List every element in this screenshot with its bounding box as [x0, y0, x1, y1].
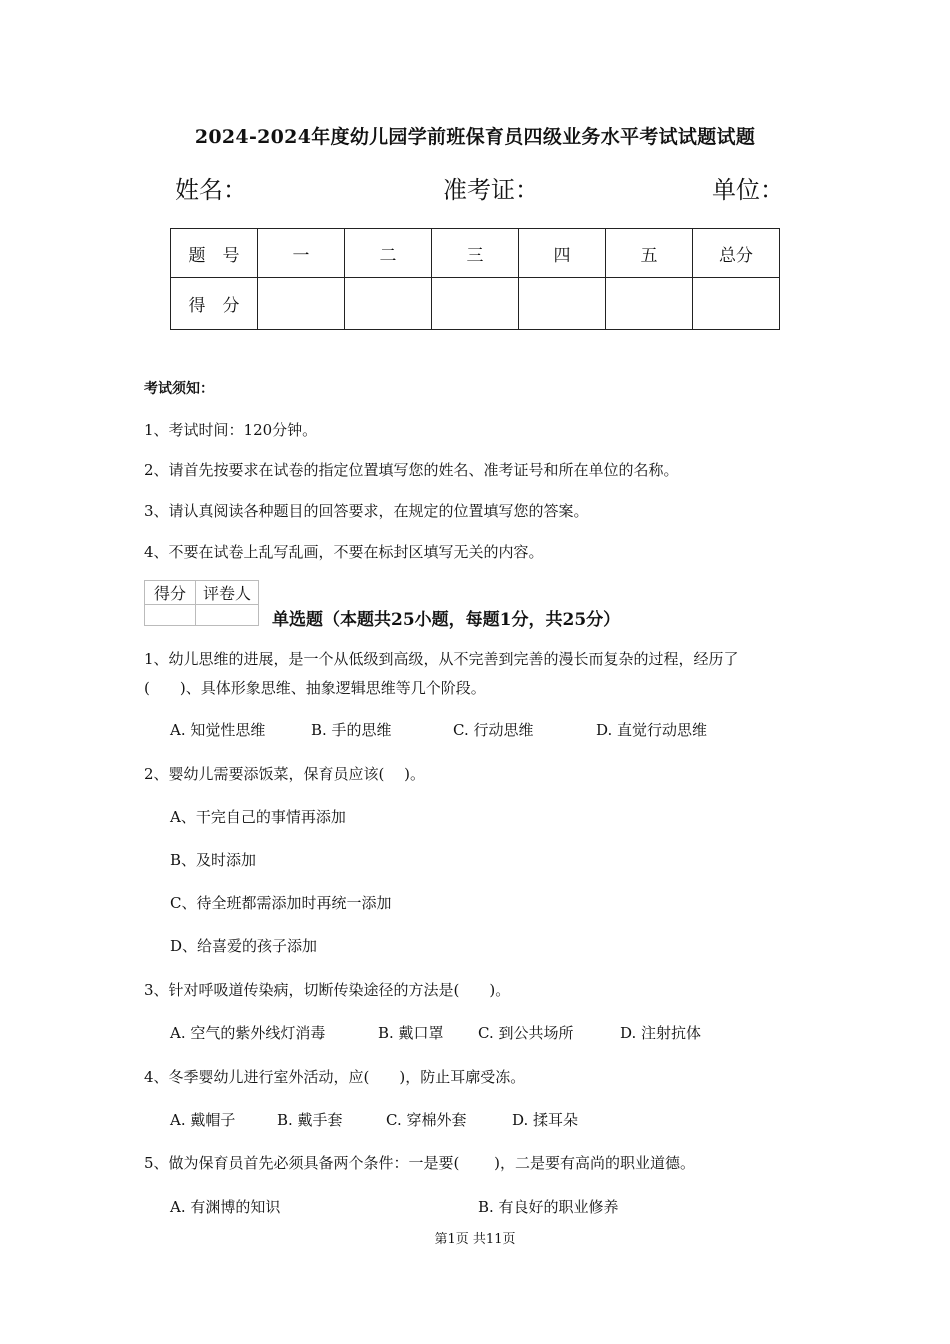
option-c[interactable]: C. 行动思维 — [453, 721, 534, 739]
option-a[interactable]: A、干完自己的事情再添加 — [170, 808, 346, 826]
page-title: 2024-2024年度幼儿园学前班保育员四级业务水平考试试题试题 — [194, 126, 756, 148]
option-b[interactable]: B. 戴手套 — [277, 1111, 343, 1129]
score-header-cell: 一 — [258, 229, 345, 278]
page-footer: 第1页 共11页 — [434, 1232, 516, 1247]
option-b[interactable]: B. 戴口罩 — [378, 1024, 444, 1042]
score-cell[interactable] — [432, 278, 519, 330]
score-header-cell: 总分 — [693, 229, 780, 278]
score-header-cell: 三 — [432, 229, 519, 278]
grader-score-label: 得分 — [145, 581, 196, 605]
score-cell[interactable] — [345, 278, 432, 330]
question-1-text: 1、幼儿思维的进展，是一个从低级到高级，从不完善到完善的漫长而复杂的过程，经历了 — [144, 650, 739, 668]
score-table-score-row — [171, 278, 780, 330]
score-header-cell: 五 — [606, 229, 693, 278]
question-1-text-cont: ( )、具体形象思维、抽象逻辑思维等几个阶段。 — [144, 679, 486, 697]
score-table — [170, 228, 780, 330]
option-c[interactable]: C. 到公共场所 — [478, 1024, 574, 1042]
option-d[interactable]: D. 注射抗体 — [620, 1024, 702, 1042]
score-header-cell: 题 号 — [171, 229, 258, 278]
score-cell[interactable] — [519, 278, 606, 330]
option-a[interactable]: A. 戴帽子 — [170, 1111, 236, 1129]
option-d[interactable]: D. 直觉行动思维 — [596, 721, 708, 739]
option-b[interactable]: B. 手的思维 — [311, 721, 392, 739]
option-b[interactable]: B. 有良好的职业修养 — [478, 1198, 619, 1216]
notice-item: 3、请认真阅读各种题目的回答要求，在规定的位置填写您的答案。 — [144, 502, 589, 520]
option-c[interactable]: C、待全班都需添加时再统一添加 — [170, 894, 392, 912]
unit-label: 单位： — [712, 176, 784, 204]
score-header-cell: 四 — [519, 229, 606, 278]
question-2-text: 2、婴幼儿需要添饭菜，保育员应该( )。 — [144, 765, 426, 783]
question-3-text: 3、针对呼吸道传染病，切断传染途径的方法是( )。 — [144, 981, 511, 999]
option-c[interactable]: C. 穿棉外套 — [386, 1111, 467, 1129]
name-label: 姓名： — [175, 176, 247, 204]
score-table-header-row — [171, 229, 780, 278]
section-title: 单选题（本题共25小题，每题1分，共25分） — [272, 610, 621, 630]
option-d[interactable]: D、给喜爱的孩子添加 — [170, 937, 318, 955]
notice-item: 1、考试时间：120分钟。 — [144, 421, 318, 439]
notice-item: 2、请首先按要求在试卷的指定位置填写您的姓名、准考证号和所在单位的名称。 — [144, 461, 679, 479]
question-5-text: 5、做为保育员首先必须具备两个条件：一是要( )，二是要有高尚的职业道德。 — [144, 1154, 696, 1172]
notice-heading: 考试须知： — [144, 381, 214, 397]
option-a[interactable]: A. 知觉性思维 — [170, 721, 266, 739]
grader-reviewer-label: 评卷人 — [196, 581, 259, 605]
score-row-label: 得 分 — [171, 278, 258, 330]
grader-reviewer-cell[interactable] — [196, 605, 259, 626]
question-4-text: 4、冬季婴幼儿进行室外活动，应( )，防止耳廓受冻。 — [144, 1068, 526, 1086]
score-cell[interactable] — [258, 278, 345, 330]
score-cell[interactable] — [606, 278, 693, 330]
option-a[interactable]: A. 空气的紫外线灯消毒 — [170, 1024, 326, 1042]
exam-id-label: 准考证： — [443, 176, 539, 204]
score-header-cell: 二 — [345, 229, 432, 278]
option-a[interactable]: A. 有渊博的知识 — [170, 1198, 281, 1216]
notice-item: 4、不要在试卷上乱写乱画，不要在标封区填写无关的内容。 — [144, 543, 544, 561]
option-b[interactable]: B、及时添加 — [170, 851, 257, 869]
grader-table — [144, 580, 259, 626]
score-cell[interactable] — [693, 278, 780, 330]
grader-score-cell[interactable] — [145, 605, 196, 626]
option-d[interactable]: D. 揉耳朵 — [512, 1111, 579, 1129]
